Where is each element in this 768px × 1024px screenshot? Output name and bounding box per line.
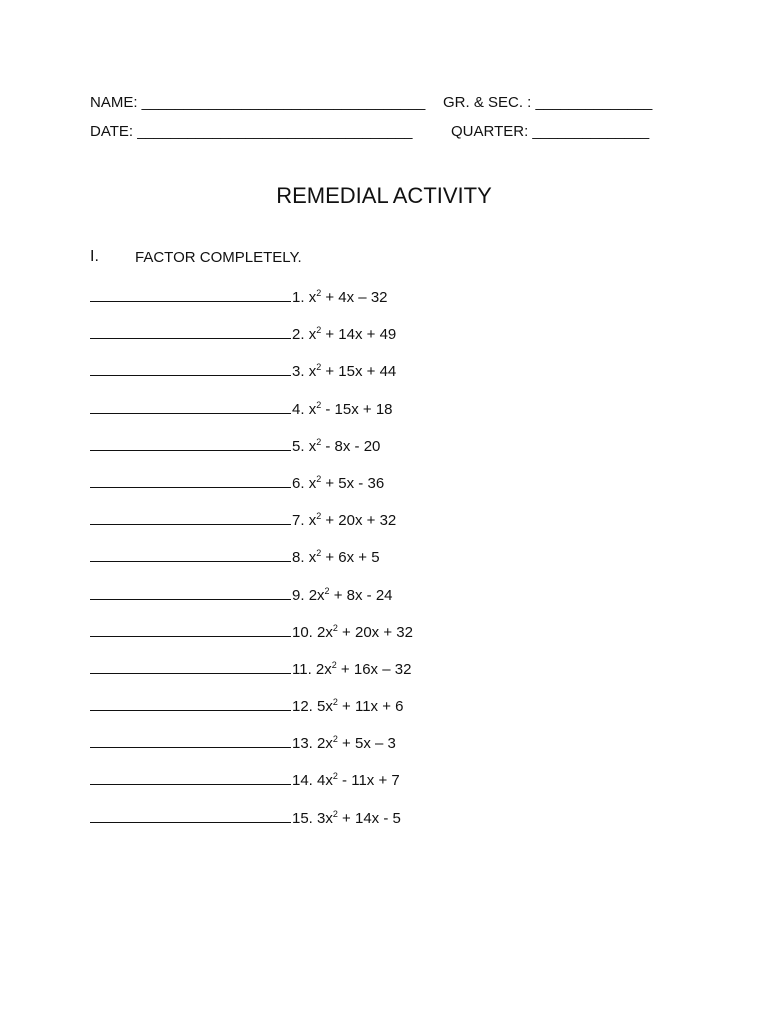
problem-leading-term: x [308,549,317,567]
problem-number: 7. [292,512,309,530]
grade-section-field: GR. & SEC. : ______________ [443,94,653,111]
problem-item [90,733,413,770]
answer-blank [90,585,291,600]
answer-blank [90,287,291,302]
problem-item [90,473,413,510]
problem-leading-term: x [308,474,317,492]
problem-leading-term: 3x [317,809,333,827]
answer-blank [90,361,291,376]
problem-leading-term: 2x [317,735,333,753]
problem-remaining-terms: - 11x + 7 [337,772,400,790]
problem-exponent: 2 [316,399,322,410]
problem-exponent: 2 [332,622,338,633]
problem-exponent: 2 [316,548,322,559]
problem-number: 11. [292,660,316,678]
problem-item [90,287,413,324]
problem-exponent: 2 [316,511,322,522]
problem-exponent: 2 [324,585,330,596]
problem-exponent: 2 [316,288,322,298]
problem-leading-term: x [308,512,317,530]
problem-remaining-terms: - 8x - 20 [321,437,381,455]
problem-remaining-terms: + 14x + 49 [321,326,397,344]
problem-exponent: 2 [316,325,322,336]
answer-blank [90,399,291,414]
problem-number: 10. [292,623,318,641]
problem-leading-term: 5x [317,698,333,716]
name-field: NAME: __________________________________ [90,94,426,111]
problem-number: 8. [292,549,309,567]
problem-item [90,622,413,659]
problem-item [90,324,413,361]
section-number: I. [90,248,99,265]
problem-remaining-terms: + 11x + 6 [337,698,404,716]
problem-item [90,659,413,696]
problem-item [90,585,413,622]
problem-remaining-terms: + 6x + 5 [321,549,380,567]
section-instruction: FACTOR COMPLETELY. [135,249,302,266]
problem-exponent: 2 [332,734,338,745]
problem-exponent: 2 [332,808,338,819]
page-title: REMEDIAL ACTIVITY [276,183,492,208]
problem-remaining-terms: - 15x + 18 [321,400,393,418]
problem-remaining-terms: + 5x – 3 [337,735,396,753]
problem-remaining-terms: + 8x - 24 [329,586,393,604]
problem-list [90,287,413,845]
problem-leading-term: x [308,400,317,418]
problem-leading-term: x [308,363,317,381]
problem-leading-term: 2x [308,586,325,604]
answer-blank [90,770,291,785]
problem-remaining-terms: + 4x – 32 [321,289,388,306]
problem-item [90,361,413,398]
problem-item [90,696,413,733]
problem-item [90,547,413,584]
problem-leading-term: x [308,437,317,455]
problem-leading-term: 2x [315,660,332,678]
problem-number: 13. [292,735,318,753]
answer-blank [90,547,291,562]
problem-item [90,808,413,845]
answer-blank [90,436,291,451]
quarter-field: QUARTER: ______________ [451,123,650,140]
problem-exponent: 2 [332,697,338,708]
problem-remaining-terms: + 14x - 5 [337,809,401,827]
problem-remaining-terms: + 16x – 32 [336,660,412,678]
problem-remaining-terms: + 20x + 32 [321,512,397,530]
answer-blank [90,473,291,488]
problem-item [90,436,413,473]
problem-leading-term: x [308,289,317,306]
problem-number: 1. [292,289,309,306]
problem-number: 2. [292,326,309,344]
problem-leading-term: 4x [317,772,333,790]
answer-blank [90,622,291,637]
problem-number: 4. [292,400,309,418]
problem-exponent: 2 [316,362,322,373]
answer-blank [90,659,291,674]
problem-number: 14. [292,772,318,790]
problem-exponent: 2 [332,771,338,782]
problem-exponent: 2 [316,436,322,447]
problem-number: 3. [292,363,309,381]
problem-number: 6. [292,474,309,492]
problem-number: 15. [292,809,318,827]
problem-number: 9. [292,586,309,604]
problem-exponent: 2 [316,473,322,484]
answer-blank [90,808,291,823]
problem-remaining-terms: + 20x + 32 [337,623,413,641]
problem-remaining-terms: + 5x - 36 [321,474,385,492]
answer-blank [90,733,291,748]
date-field: DATE: _________________________________ [90,123,413,140]
problem-leading-term: x [308,326,317,344]
answer-blank [90,324,291,339]
problem-item [90,510,413,547]
answer-blank [90,510,291,525]
problem-item [90,770,413,807]
answer-blank [90,696,291,711]
problem-exponent: 2 [331,659,337,670]
problem-item [90,399,413,436]
problem-leading-term: 2x [317,623,333,641]
problem-number: 5. [292,437,309,455]
problem-number: 12. [292,698,318,716]
problem-remaining-terms: + 15x + 44 [321,363,397,381]
